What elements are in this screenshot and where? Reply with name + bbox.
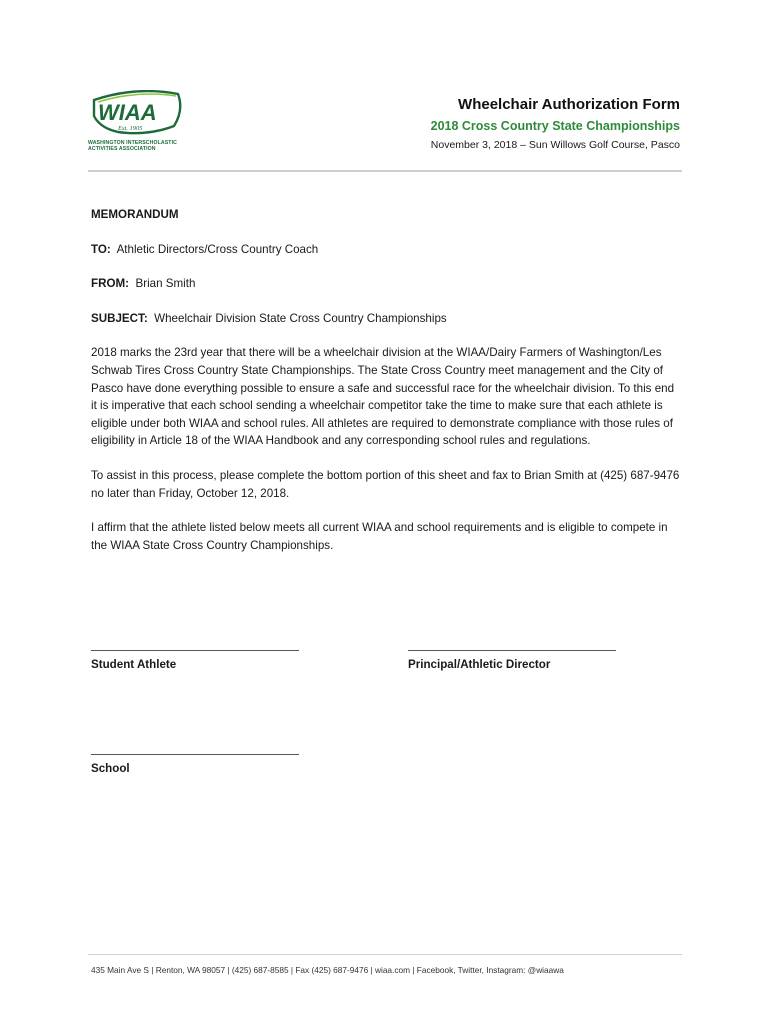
- memo-from-value: Brian Smith: [135, 277, 196, 291]
- form-title: Wheelchair Authorization Form: [458, 96, 680, 113]
- memo-subject-value: Wheelchair Division State Cross Country Championships: [154, 311, 447, 325]
- logo-caption-line2: ACTIVITIES ASSOCIATION: [88, 146, 156, 152]
- signature-student: [91, 650, 299, 673]
- memo-heading: MEMORANDUM: [91, 208, 179, 221]
- signature-label-principal: Principal/Athletic Director: [408, 658, 551, 671]
- footer-contact: 435 Main Ave S | Renton, WA 98057 | (425) 687-8585 | Fax (425) 687-9476 | wiaa.com | Facebook, Twitter, Instagram: @wiaawa: [91, 965, 564, 975]
- footer-divider: [88, 954, 682, 955]
- signature-school: [91, 754, 299, 777]
- memo-to: TO: Athletic Directors/Cross Country Coach: [91, 242, 319, 256]
- body-paragraph-3: I affirm that the athlete listed below meets all current WIAA and school requirements and is eligible to compete in the WIAA State Cross Country Championships.: [91, 521, 668, 552]
- event-date: November 3, 2018 – Sun Willows Golf Course, Pasco: [430, 139, 680, 151]
- signature-line-school[interactable]: [91, 754, 299, 755]
- signature-line-principal[interactable]: [408, 650, 616, 651]
- memo-from-label: FROM: [91, 277, 126, 291]
- body-paragraph-1: 2018 marks the 23rd year that there will be a wheelchair division at the WIAA/Dairy Farmers of Washington/Les Schwab Tires Cross Country State Championships. The State Cross Country meet management and the City of Pasco have done everything possible to ensure a safe and successful race for the wheelchair division. To this end it is imperative that each school sending a wheelchair competitor take the time to make sure that each athlete is eligible under both WIAA and school rules. All athletes are required to demonstrate compliance with those rules of eligibility in Article 18 of the WIAA Handbook and any corresponding school rules and regulations.: [91, 346, 675, 448]
- header-divider: [88, 170, 682, 172]
- memo-subject: SUBJECT: Wheelchair Division State Cross Country Championships: [91, 311, 447, 325]
- signature-label-school: School: [91, 762, 130, 775]
- body-paragraph-2: To assist in this process, please complete the bottom portion of this sheet and fax to Brian Smith at (425) 687-9476 no later than Friday, October 12, 2018.: [91, 468, 680, 500]
- header: [300, 95, 680, 153]
- memo-body: [91, 206, 681, 571]
- wiaa-logo-mark: [88, 90, 188, 138]
- logo-letters: WIAA: [98, 100, 157, 125]
- logo-est: Est. 1905: [118, 125, 143, 132]
- memo-from: FROM: Brian Smith: [91, 277, 196, 291]
- signature-label-student: Student Athlete: [91, 658, 177, 671]
- signature-principal: [408, 650, 616, 673]
- memo-to-label: TO: [91, 242, 107, 256]
- memo-to-value: Athletic Directors/Cross Country Coach: [116, 242, 319, 256]
- signature-line-student[interactable]: [91, 650, 299, 651]
- event-title: 2018 Cross Country State Championships: [430, 119, 680, 133]
- wiaa-logo: [88, 90, 188, 156]
- logo-caption: [88, 140, 188, 152]
- logo-caption-line1: WASHINGTON INTERSCHOLASTIC: [88, 140, 177, 146]
- memo-subject-label: SUBJECT: [91, 311, 144, 325]
